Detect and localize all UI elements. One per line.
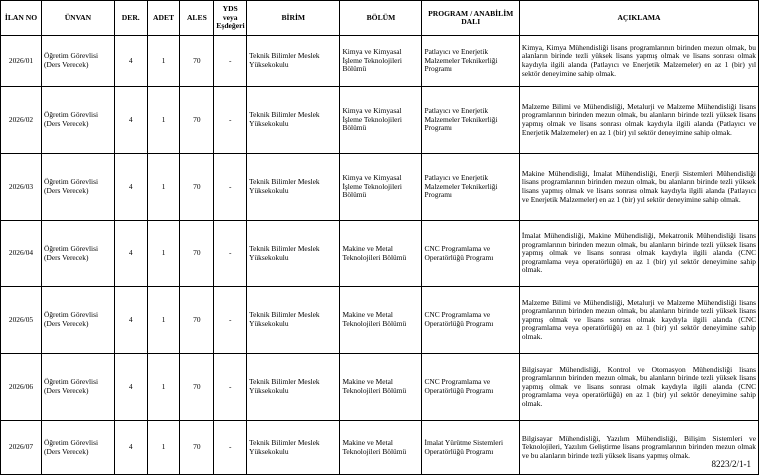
cell-ales: 70 [180,287,214,354]
cell-der: 4 [114,221,147,287]
cell-bolum: Kimya ve Kimyasal İşleme Teknolojileri Bölümü [340,87,422,154]
cell-ilan-no: 2026/02 [1,87,42,154]
cell-unvan: Öğretim Görevlisi (Ders Verecek) [42,221,115,287]
cell-yds: - [214,354,247,421]
header-birim: BİRİM [247,1,340,36]
cell-program: İmalat Yürütme Sistemleri Operatörlüğü Programı [422,421,519,475]
cell-adet: 1 [147,154,180,221]
cell-aciklama: Malzeme Bilimi ve Mühendisliği, Metalurji ve Malzeme Mühendisliği lisans programlarının birinden mezun olmak, bu alanların birinde tezli yüksek lisans yapmış olmak ve lisans sonrası olmak kaydıyla ilgili alanda (CNC programlama veya operatörlüğü) en az 1 (bir) yıl sektör deneyimine sahip olmak. [519,287,758,354]
cell-ilan-no: 2026/01 [1,36,42,87]
cell-aciklama: Makine Mühendisliği, İmalat Mühendisliği, Enerji Sistemleri Mühendisliği lisans programlarının birinden mezun olmak, bu alanların birinde tezli yüksek lisans yapmış olmak ve lisans sonrası olmak kaydıyla ilgili alanda (Patlayıcı ve Enerjetik Malzemeler) en az 1 (bir) yıl sektör deneyimine sahip olmak. [519,154,758,221]
cell-unvan: Öğretim Görevlisi (Ders Verecek) [42,421,115,475]
cell-ales: 70 [180,87,214,154]
cell-bolum: Makine ve Metal Teknolojileri Bölümü [340,287,422,354]
cell-yds: - [214,421,247,475]
header-ilan-no: İLAN NO [1,1,42,36]
cell-ilan-no: 2026/04 [1,221,42,287]
table-row [1,36,759,87]
cell-birim: Teknik Bilimler Meslek Yüksekokulu [247,87,340,154]
cell-der: 4 [114,36,147,87]
cell-aciklama: Bilgisayar Mühendisliği, Kontrol ve Otomasyon Mühendisliği lisans programlarının birinden mezun olmak, bu alanların birinde tezli yüksek lisans yapmış olmak ve lisans sonrası olmak kaydıyla ilgili alanda (CNC programlama veya operatörlüğü) en az 1 (bir) yıl sektör deneyimine sahip olmak. [519,354,758,421]
cell-yds: - [214,221,247,287]
cell-adet: 1 [147,354,180,421]
cell-adet: 1 [147,287,180,354]
cell-program: CNC Programlama ve Operatörlüğü Programı [422,221,519,287]
cell-yds: - [214,154,247,221]
cell-ilan-no: 2026/05 [1,287,42,354]
cell-birim: Teknik Bilimler Meslek Yüksekokulu [247,36,340,87]
table-row [1,221,759,287]
cell-yds: - [214,87,247,154]
header-bolum: BÖLÜM [340,1,422,36]
cell-unvan: Öğretim Görevlisi (Ders Verecek) [42,87,115,154]
header-aciklama: AÇIKLAMA [519,1,758,36]
cell-birim: Teknik Bilimler Meslek Yüksekokulu [247,354,340,421]
cell-program: CNC Programlama ve Operatörlüğü Programı [422,354,519,421]
cell-ales: 70 [180,36,214,87]
cell-aciklama: Bilgisayar Mühendisliği, Yazılım Mühendisliği, Bilişim Sistemleri ve Teknolojileri, Yazılım Geliştirme lisans programlarının birinden mezun olmak ve bu alanların birinde tezli yüksek lisans yapmış olmak. [519,421,758,475]
cell-ilan-no: 2026/07 [1,421,42,475]
cell-program: Patlayıcı ve Enerjetik Malzemeler Teknikerliği Programı [422,87,519,154]
cell-der: 4 [114,421,147,475]
cell-bolum: Makine ve Metal Teknolojileri Bölümü [340,354,422,421]
header-unvan: ÜNVAN [42,1,115,36]
cell-bolum: Makine ve Metal Teknolojileri Bölümü [340,221,422,287]
cell-aciklama: Malzeme Bilimi ve Mühendisliği, Metalurji ve Malzeme Mühendisliği lisans programlarının birinden mezun olmak, bu alanların birinde tezli yüksek lisans yapmış olmak ve lisans sonrası olmak kaydıyla ilgili alanda (Patlayıcı ve Enerjetik Malzemeler) en az 1 (bir) yıl sektör deneyimine sahip olmak. [519,87,758,154]
header-ales: ALES [180,1,214,36]
header-program: PROGRAM / ANABİLİM DALI [422,1,519,36]
cell-adet: 1 [147,36,180,87]
cell-aciklama: İmalat Mühendisliği, Makine Mühendisliği, Mekatronik Mühendisliği lisans programlarının birinden mezun olmak, bu alanların birinde tezli yüksek lisans yapmış olmak ve lisans sonrası olmak kaydıyla ilgili alanda (CNC programlama veya operatörlüğü) en az 1 (bir) yıl sektör deneyimine sahip olmak. [519,221,758,287]
cell-yds: - [214,36,247,87]
cell-program: Patlayıcı ve Enerjetik Malzemeler Teknikerliği Programı [422,36,519,87]
header-der: DER. [114,1,147,36]
cell-bolum: Kimya ve Kimyasal İşleme Teknolojileri Bölümü [340,154,422,221]
cell-ales: 70 [180,421,214,475]
cell-birim: Teknik Bilimler Meslek Yüksekokulu [247,287,340,354]
cell-bolum: Makine ve Metal Teknolojileri Bölümü [340,421,422,475]
header-adet: ADET [147,1,180,36]
cell-birim: Teknik Bilimler Meslek Yüksekokulu [247,154,340,221]
header-row [1,1,759,36]
cell-ilan-no: 2026/03 [1,154,42,221]
cell-adet: 1 [147,421,180,475]
cell-der: 4 [114,87,147,154]
table-row [1,287,759,354]
cell-birim: Teknik Bilimler Meslek Yüksekokulu [247,221,340,287]
cell-ales: 70 [180,354,214,421]
cell-bolum: Kimya ve Kimyasal İşleme Teknolojileri Bölümü [340,36,422,87]
cell-unvan: Öğretim Görevlisi (Ders Verecek) [42,36,115,87]
cell-adet: 1 [147,87,180,154]
cell-unvan: Öğretim Görevlisi (Ders Verecek) [42,154,115,221]
cell-yds: - [214,287,247,354]
cell-ilan-no: 2026/06 [1,354,42,421]
cell-birim: Teknik Bilimler Meslek Yüksekokulu [247,421,340,475]
table-row [1,354,759,421]
cell-adet: 1 [147,221,180,287]
cell-der: 4 [114,354,147,421]
cell-aciklama: Kimya, Kimya Mühendisliği lisans programlarının birinden mezun olmak, bu alanların birinde tezli yüksek lisans yapmış olmak ve lisans sonrası olmak kaydıyla ilgili alanda (Patlayıcı ve Enerjetik Malzemeler) en az 1 (bir) yıl sektör deneyimine sahip olmak. [519,36,758,87]
cell-program: CNC Programlama ve Operatörlüğü Programı [422,287,519,354]
cell-unvan: Öğretim Görevlisi (Ders Verecek) [42,354,115,421]
table-row [1,87,759,154]
cell-ales: 70 [180,154,214,221]
cell-ales: 70 [180,221,214,287]
cell-unvan: Öğretim Görevlisi (Ders Verecek) [42,287,115,354]
cell-program: Patlayıcı ve Enerjetik Malzemeler Teknikerliği Programı [422,154,519,221]
table-row [1,154,759,221]
table-row [1,421,759,475]
cell-der: 4 [114,154,147,221]
document-code: 8223/2/1-1 [711,459,751,469]
header-yds: YDS veya Eşdeğeri [214,1,247,36]
cell-der: 4 [114,287,147,354]
